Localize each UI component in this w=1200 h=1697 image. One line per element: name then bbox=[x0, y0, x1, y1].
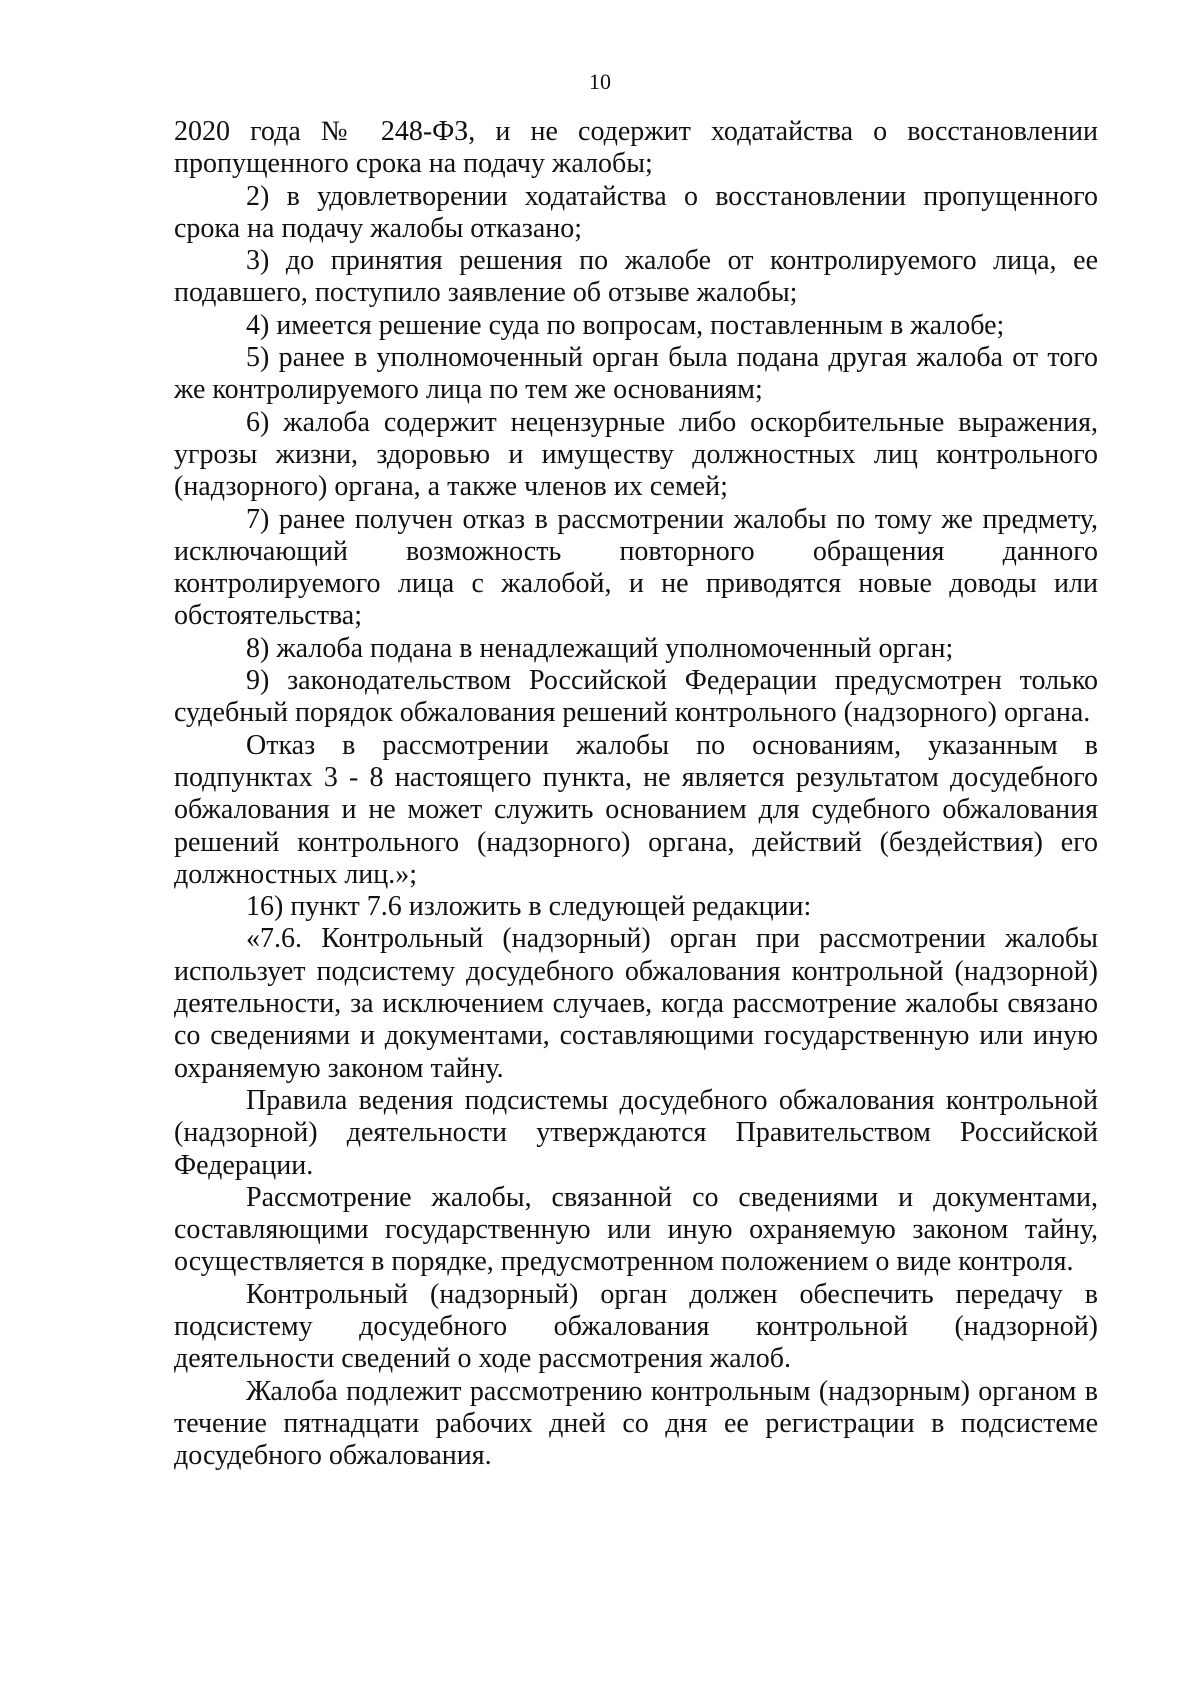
paragraph-continuation: 2020 года № 248-ФЗ, и не содержит ходатайства о восстановлении пропущенного срока на подачу жалобы; bbox=[174, 116, 1098, 180]
list-item-3: 3) до принятия решения по жалобе от контролируемого лица, ее подавшего, поступило заявление об отзыве жалобы; bbox=[174, 245, 1098, 309]
review-term-paragraph: Жалоба подлежит рассмотрению контрольным (надзорным) органом в течение пятнадцати рабочих дней со дня ее регистрации в подсистеме досудебного обжалования. bbox=[174, 1375, 1098, 1472]
rules-paragraph: Правила ведения подсистемы досудебного обжалования контрольной (надзорной) деятельности утверждаются Правительством Российской Федерации. bbox=[174, 1084, 1098, 1181]
list-item-5: 5) ранее в уполномоченный орган была подана другая жалоба от того же контролируемого лица по тем же основаниям; bbox=[174, 342, 1098, 406]
list-item-4: 4) имеется решение суда по вопросам, поставленным в жалобе; bbox=[246, 309, 1005, 341]
list-item-6: 6) жалоба содержит нецензурные либо оскорбительные выражения, угрозы жизни, здоровью и имуществу должностных лиц контрольного (надзорного) органа, а также членов их семей; bbox=[174, 406, 1098, 503]
list-item-8: 8) жалоба подана в ненадлежащий уполномоченный орган; bbox=[246, 632, 954, 664]
clause-7-6: «7.6. Контрольный (надзорный) орган при рассмотрении жалобы использует подсистему досудебного обжалования контрольной (надзорной) деятельности, за исключением случаев, когда рассмотрение жалобы связано со сведениями и документами, составляющими государственную или иную охраняемую законом тайну. bbox=[174, 923, 1098, 1084]
secret-review-paragraph: Рассмотрение жалобы, связанной со сведениями и документами, составляющими государственную или иную охраняемую законом тайну, осуществляется в порядке, предусмотренном положением о виде контроля. bbox=[174, 1181, 1098, 1278]
page-number: 10 bbox=[589, 69, 611, 94]
list-item-2: 2) в удовлетворении ходатайства о восстановлении пропущенного срока на подачу жалобы отказано; bbox=[174, 180, 1098, 244]
document-body bbox=[174, 116, 1098, 1472]
transfer-paragraph: Контрольный (надзорный) орган должен обеспечить передачу в подсистему досудебного обжалования контрольной (надзорной) деятельности сведений о ходе рассмотрения жалоб. bbox=[174, 1278, 1098, 1375]
list-item-7: 7) ранее получен отказ в рассмотрении жалобы по тому же предмету, исключающий возможность повторного обращения данного контролируемого лица с жалобой, и не приводятся новые доводы или обстоятельства; bbox=[174, 503, 1098, 632]
refusal-paragraph: Отказ в рассмотрении жалобы по основаниям, указанным в подпунктах 3 - 8 настоящего пункта, не является результатом досудебного обжалования и не может служить основанием для судебного обжалования решений контрольного (надзорного) органа, действий (бездействия) его должностных лиц.»; bbox=[174, 729, 1098, 890]
amendment-item-16: 16) пункт 7.6 изложить в следующей редакции: bbox=[246, 891, 812, 923]
list-item-9: 9) законодательством Российской Федерации предусмотрен только судебный порядок обжалования решений контрольного (надзорного) органа. bbox=[174, 665, 1098, 729]
